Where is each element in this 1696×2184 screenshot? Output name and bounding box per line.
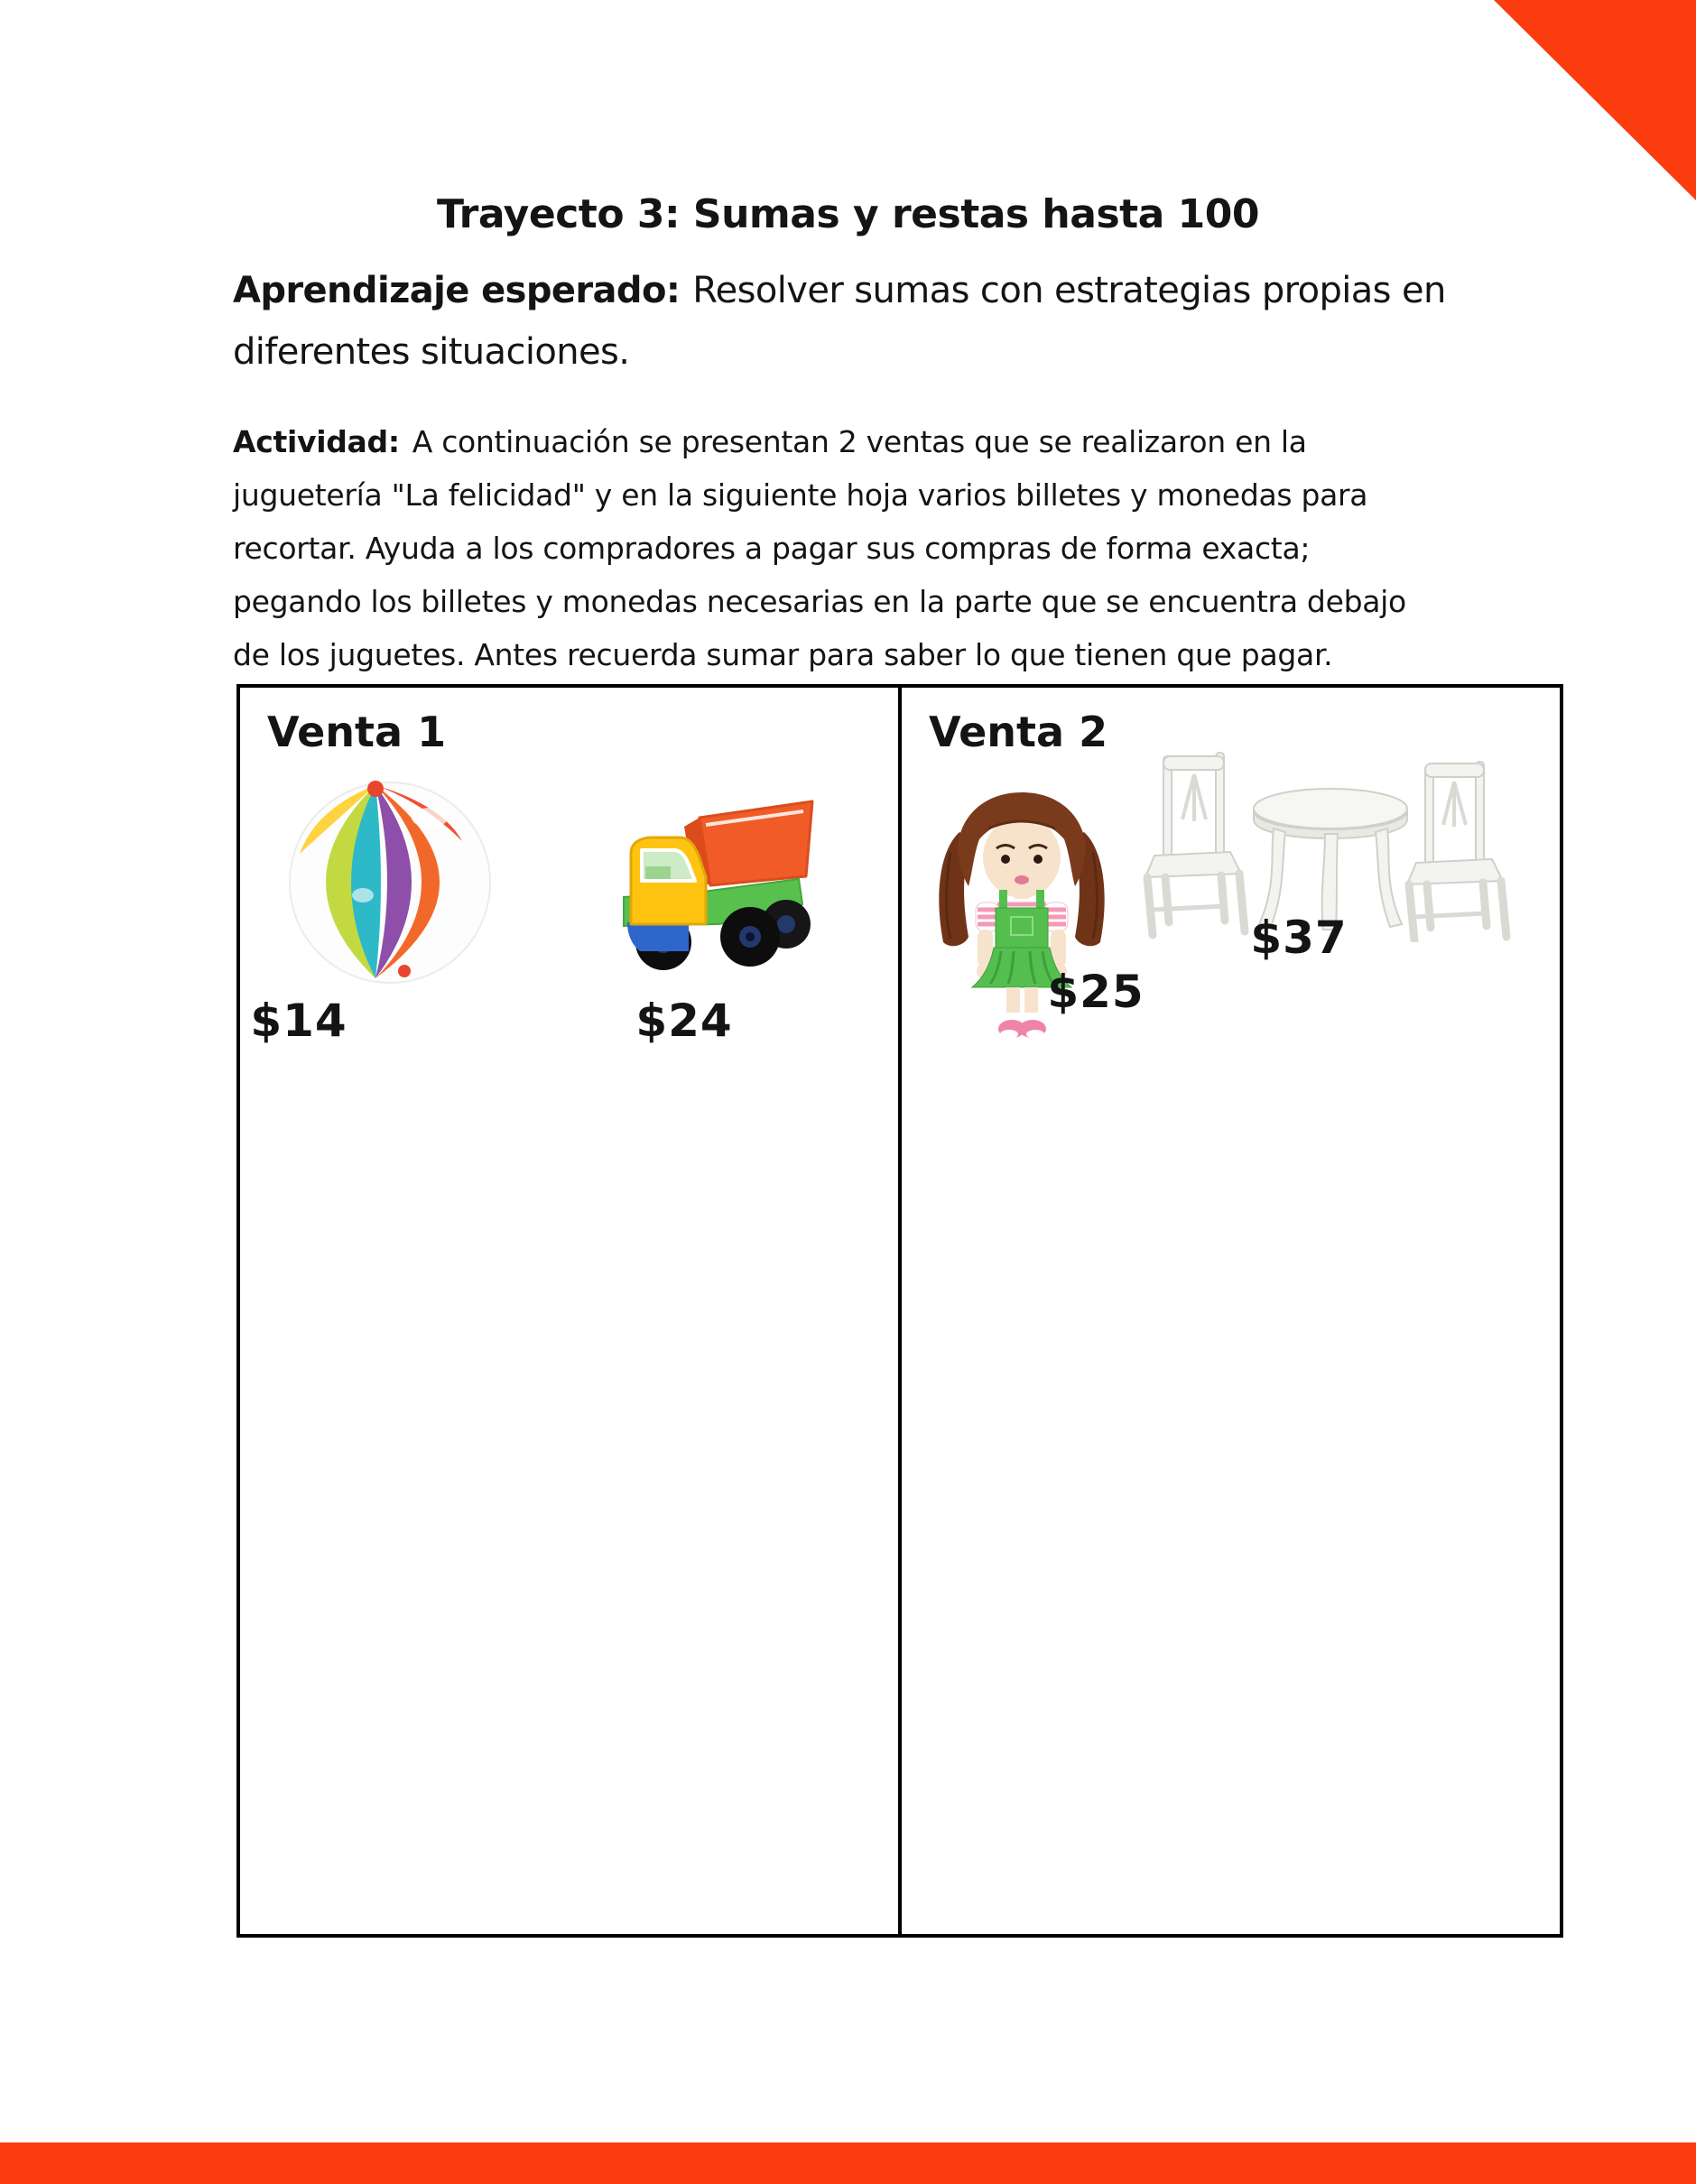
expected-learning <box>233 260 1587 383</box>
activity-line: recortar. Ayuda a los compradores a pagar sus compras de forma exacta; <box>233 531 1311 566</box>
beach-ball-item <box>250 778 500 1047</box>
learning-text-1: Resolver sumas con estrategias propias en <box>692 270 1446 311</box>
table-and-chairs-item <box>1138 751 1545 964</box>
learning-text-2: diferentes situaciones. <box>233 331 630 373</box>
venta-1-cell <box>240 688 902 1934</box>
dump-truck-icon <box>609 791 818 976</box>
learning-label: Aprendizaje esperado: <box>233 270 681 311</box>
activity-text-1: A continuación se presentan 2 ventas que se realizaron en la <box>412 424 1307 459</box>
activity-label: Actividad: <box>233 424 400 459</box>
bottom-accent-bar <box>0 2142 1696 2184</box>
corner-accent-triangle <box>1492 0 1696 200</box>
beach-ball-icon <box>280 778 500 987</box>
sales-table <box>236 684 1563 1938</box>
table-and-chairs-price: $37 <box>1250 912 1348 964</box>
activity-line: pegando los billetes y monedas necesarias en la parte que se encuentra debajo <box>233 584 1406 619</box>
venta-2-title: Venta 2 <box>929 708 1108 756</box>
beach-ball-price: $14 <box>250 995 348 1047</box>
venta-1-title: Venta 1 <box>267 708 447 756</box>
page-title: Trayecto 3: Sumas y restas hasta 100 <box>436 191 1260 237</box>
activity-line <box>233 415 1623 468</box>
activity-line: de los juguetes. Antes recuerda sumar para saber lo que tienen que pagar. <box>233 637 1333 672</box>
activity-line: juguetería "La felicidad" y en la siguiente hoja varios billetes y monedas para <box>233 477 1368 513</box>
rag-doll-item <box>907 789 1145 1050</box>
learning-line <box>233 260 1587 321</box>
rag-doll-price: $25 <box>1047 966 1145 1018</box>
activity-paragraph <box>233 415 1623 681</box>
dump-truck-price: $24 <box>635 995 733 1047</box>
venta-2-cell <box>902 688 1560 1934</box>
dump-truck-item <box>609 791 818 1047</box>
